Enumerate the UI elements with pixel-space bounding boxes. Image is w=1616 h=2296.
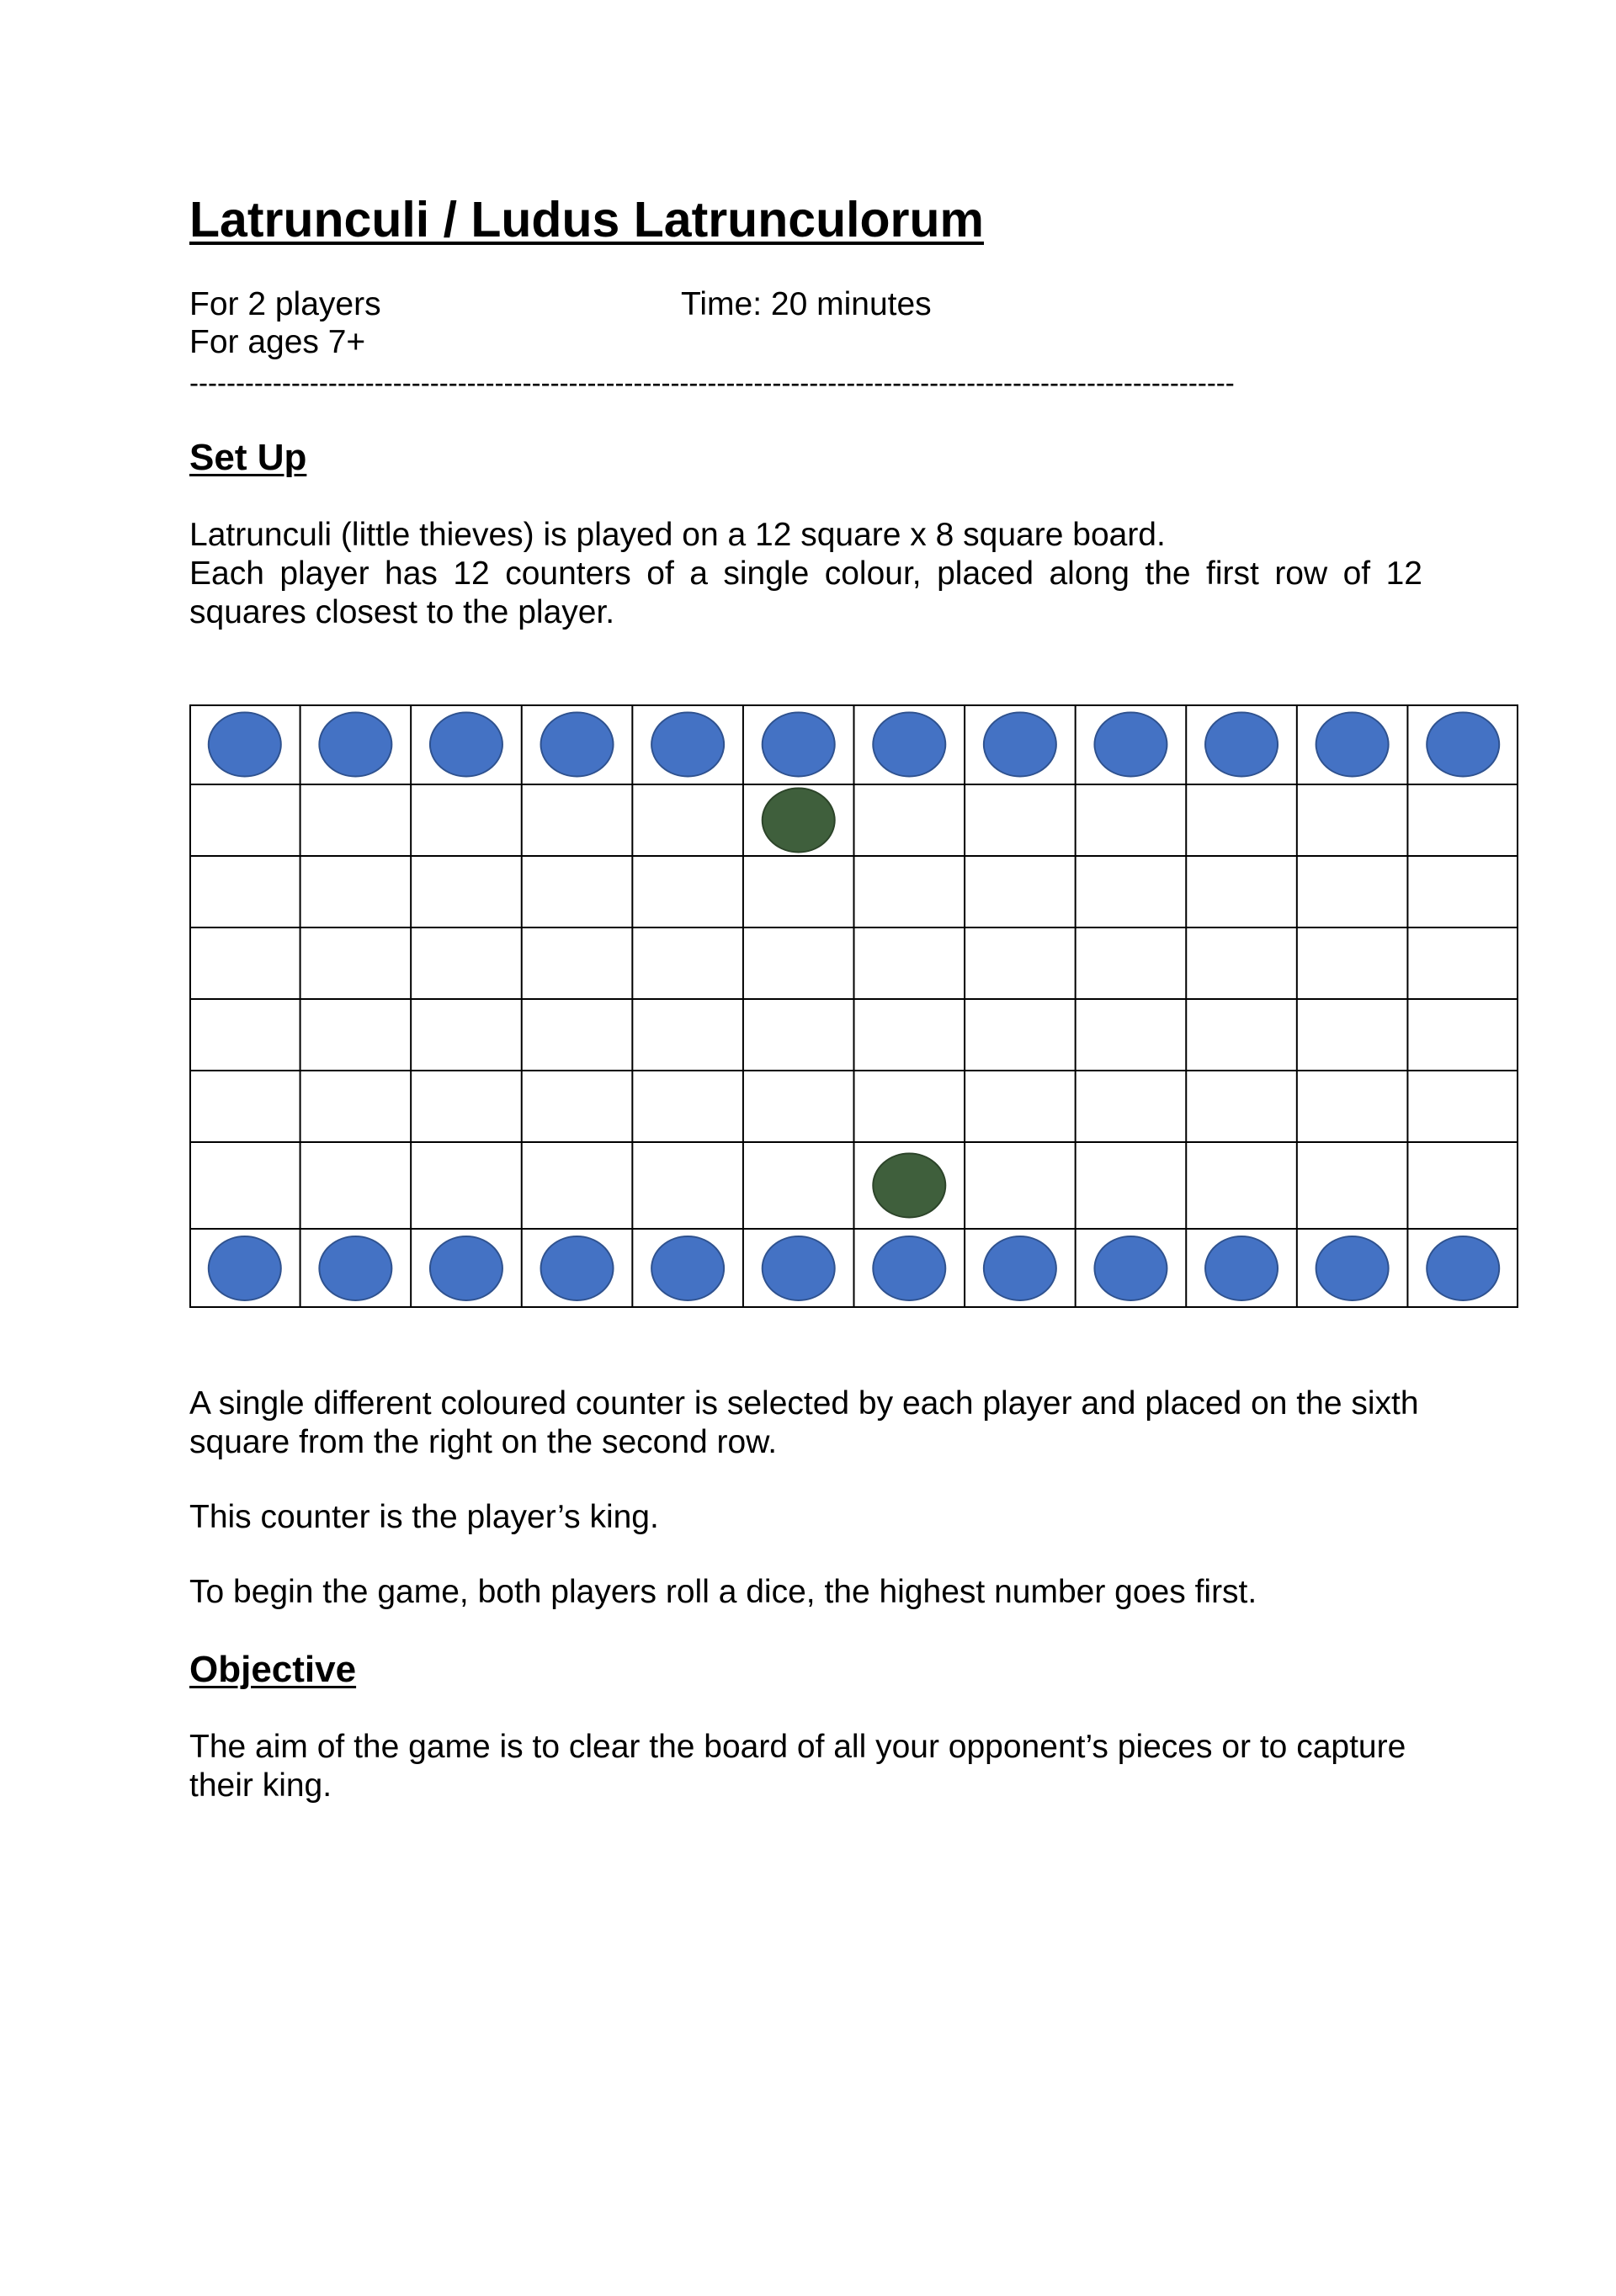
player-counter-r8-c1[interactable] bbox=[209, 1236, 281, 1300]
board-square-r2-c8 bbox=[965, 784, 1076, 856]
game-board bbox=[189, 704, 1518, 1308]
king-placement-paragraph: A single different coloured counter is selected by each player and placed on the sixth square from the right on the second row. bbox=[189, 1385, 1419, 1460]
board-square-r6-c1 bbox=[189, 1071, 300, 1142]
board-square-r7-c1 bbox=[189, 1142, 300, 1229]
player-counter-r1-c10[interactable] bbox=[1205, 713, 1278, 777]
player-counter-r1-c1[interactable] bbox=[209, 713, 281, 777]
players-info: For 2 players bbox=[189, 286, 381, 322]
board-square-r7-c10 bbox=[1186, 1142, 1297, 1229]
board-square-r5-c11 bbox=[1297, 999, 1408, 1071]
board-square-r2-c4 bbox=[522, 784, 633, 856]
board-square-r3-c6 bbox=[743, 856, 854, 927]
game-board-svg bbox=[189, 704, 1518, 1308]
board-square-r5-c7 bbox=[854, 999, 965, 1071]
board-square-r7-c9 bbox=[1076, 1142, 1187, 1229]
board-square-r4-c3 bbox=[411, 927, 522, 999]
objective-paragraph: The aim of the game is to clear the board of all your opponent’s pieces or to capture their king. bbox=[189, 1729, 1406, 1804]
board-square-r6-c9 bbox=[1076, 1071, 1187, 1142]
player-counter-r1-c4[interactable] bbox=[541, 713, 614, 777]
board-square-r5-c6 bbox=[743, 999, 854, 1071]
setup-paragraph-counters: Each player has 12 counters of a single colour, placed along the first row of 12 squares closest to the player. bbox=[189, 555, 1422, 630]
board-square-r3-c11 bbox=[1297, 856, 1408, 927]
player-counter-r1-c7[interactable] bbox=[873, 713, 945, 777]
board-square-r3-c5 bbox=[632, 856, 743, 927]
board-square-r3-c1 bbox=[189, 856, 300, 927]
board-square-r6-c2 bbox=[300, 1071, 412, 1142]
player-counter-r8-c10[interactable] bbox=[1205, 1236, 1278, 1300]
board-square-r7-c4 bbox=[522, 1142, 633, 1229]
board-square-r3-c12 bbox=[1407, 856, 1518, 927]
board-square-r5-c5 bbox=[632, 999, 743, 1071]
player-counter-r1-c12[interactable] bbox=[1427, 713, 1499, 777]
player-counter-r8-c5[interactable] bbox=[651, 1236, 724, 1300]
player-counter-r1-c5[interactable] bbox=[651, 713, 724, 777]
board-square-r4-c1 bbox=[189, 927, 300, 999]
board-square-r4-c9 bbox=[1076, 927, 1187, 999]
player-counter-r1-c2[interactable] bbox=[319, 713, 391, 777]
player-counter-r1-c3[interactable] bbox=[430, 713, 502, 777]
player-counter-r1-c9[interactable] bbox=[1094, 713, 1167, 777]
board-square-r7-c11 bbox=[1297, 1142, 1408, 1229]
player-counter-r1-c8[interactable] bbox=[984, 713, 1056, 777]
player-counter-r8-c2[interactable] bbox=[319, 1236, 391, 1300]
player-counter-r1-c6[interactable] bbox=[763, 713, 835, 777]
board-square-r4-c2 bbox=[300, 927, 412, 999]
board-square-r7-c6 bbox=[743, 1142, 854, 1229]
board-square-r6-c4 bbox=[522, 1071, 633, 1142]
board-square-r6-c12 bbox=[1407, 1071, 1518, 1142]
board-square-r2-c7 bbox=[854, 784, 965, 856]
player-counter-r8-c6[interactable] bbox=[763, 1236, 835, 1300]
board-square-r4-c11 bbox=[1297, 927, 1408, 999]
board-square-r2-c11 bbox=[1297, 784, 1408, 856]
board-square-r5-c1 bbox=[189, 999, 300, 1071]
board-square-r7-c12 bbox=[1407, 1142, 1518, 1229]
board-square-r6-c11 bbox=[1297, 1071, 1408, 1142]
board-square-r2-c10 bbox=[1186, 784, 1297, 856]
board-square-r6-c10 bbox=[1186, 1071, 1297, 1142]
board-square-r4-c8 bbox=[965, 927, 1076, 999]
king-counter-r2-c6[interactable] bbox=[763, 789, 835, 853]
board-square-r5-c10 bbox=[1186, 999, 1297, 1071]
objective-heading: Objective bbox=[189, 1649, 357, 1690]
king-paragraph: This counter is the player’s king. bbox=[189, 1499, 659, 1535]
board-square-r3-c8 bbox=[965, 856, 1076, 927]
player-counter-r8-c11[interactable] bbox=[1316, 1236, 1389, 1300]
ages-info: For ages 7+ bbox=[189, 324, 366, 360]
player-counter-r8-c8[interactable] bbox=[984, 1236, 1056, 1300]
board-square-r5-c2 bbox=[300, 999, 412, 1071]
setup-heading: Set Up bbox=[189, 437, 307, 478]
board-square-r5-c9 bbox=[1076, 999, 1187, 1071]
board-square-r4-c4 bbox=[522, 927, 633, 999]
board-square-r3-c3 bbox=[411, 856, 522, 927]
document-title: Latrunculi / Ludus Latrunculorum bbox=[189, 192, 984, 247]
board-square-r4-c6 bbox=[743, 927, 854, 999]
board-square-r2-c12 bbox=[1407, 784, 1518, 856]
board-square-r5-c8 bbox=[965, 999, 1076, 1071]
board-square-r2-c5 bbox=[632, 784, 743, 856]
board-square-r3-c10 bbox=[1186, 856, 1297, 927]
board-square-r2-c9 bbox=[1076, 784, 1187, 856]
board-square-r3-c2 bbox=[300, 856, 412, 927]
player-counter-r8-c3[interactable] bbox=[430, 1236, 502, 1300]
board-square-r3-c7 bbox=[854, 856, 965, 927]
king-counter-r7-c7[interactable] bbox=[873, 1154, 945, 1218]
board-square-r6-c7 bbox=[854, 1071, 965, 1142]
board-square-r3-c4 bbox=[522, 856, 633, 927]
board-square-r2-c2 bbox=[300, 784, 412, 856]
board-square-r5-c4 bbox=[522, 999, 633, 1071]
board-square-r2-c3 bbox=[411, 784, 522, 856]
board-square-r7-c5 bbox=[632, 1142, 743, 1229]
time-info: Time: 20 minutes bbox=[681, 286, 932, 322]
board-square-r4-c10 bbox=[1186, 927, 1297, 999]
board-square-r6-c5 bbox=[632, 1071, 743, 1142]
board-square-r7-c3 bbox=[411, 1142, 522, 1229]
player-counter-r8-c9[interactable] bbox=[1094, 1236, 1167, 1300]
board-square-r5-c12 bbox=[1407, 999, 1518, 1071]
setup-paragraph-board-size: Latrunculi (little thieves) is played on a 12 square x 8 square board. bbox=[189, 517, 1166, 553]
player-counter-r8-c12[interactable] bbox=[1427, 1236, 1499, 1300]
player-counter-r1-c11[interactable] bbox=[1316, 713, 1389, 777]
board-square-r6-c8 bbox=[965, 1071, 1076, 1142]
board-square-r7-c8 bbox=[965, 1142, 1076, 1229]
first-move-paragraph: To begin the game, both players roll a dice, the highest number goes first. bbox=[189, 1574, 1257, 1610]
board-square-r5-c3 bbox=[411, 999, 522, 1071]
board-square-r3-c9 bbox=[1076, 856, 1187, 927]
board-square-r4-c5 bbox=[632, 927, 743, 999]
board-square-r4-c12 bbox=[1407, 927, 1518, 999]
board-square-r7-c2 bbox=[300, 1142, 412, 1229]
board-square-r6-c6 bbox=[743, 1071, 854, 1142]
board-square-r6-c3 bbox=[411, 1071, 522, 1142]
board-square-r2-c1 bbox=[189, 784, 300, 856]
player-counter-r8-c4[interactable] bbox=[541, 1236, 614, 1300]
dashed-divider: ----------------------------------------------------------------------------------------------------------------- bbox=[189, 367, 1235, 398]
player-counter-r8-c7[interactable] bbox=[873, 1236, 945, 1300]
board-square-r4-c7 bbox=[854, 927, 965, 999]
